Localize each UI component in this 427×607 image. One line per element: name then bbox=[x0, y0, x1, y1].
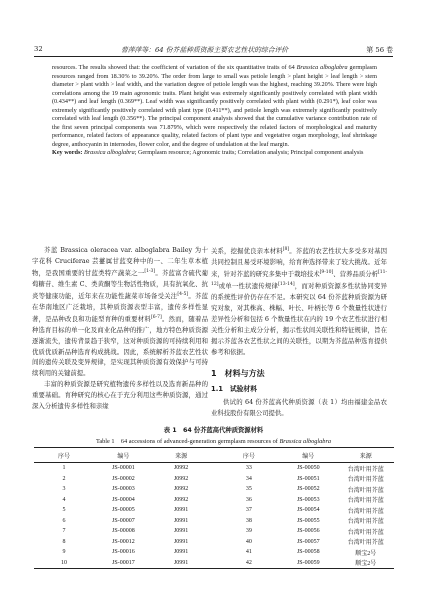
cell-code: JS-00003 bbox=[112, 486, 135, 493]
english-abstract bbox=[52, 64, 377, 158]
abstract-text-rest: germplasm resources ranged from 18.30% to 39.20%. The order from large to small was petiole length > plant height > leaf length > stem diameter > plant width > leaf width, and the variation degree of petiole length was the highest, reaching 39.20%. There were high correlations among the 19 main agronomic traits. Plant height was extremely significantly positively correlated with plant width (0.434**) and leaf length (0.369**). Leaf width was significantly positively correlated with plant width (0.291*), leaf color was extremely significantly positively correlated with plant type (0.411**), and petiole length was extremely significantly positively correlated with leaf length (0.356**). The principal component analysis showed that the cumulative variance contribution rate of the first seven principal components was 71.879%, which were respectively the related factors of morphological and maturity performance, related factors of appearance quality, related factors of plant type and vegetative organ morphology, leaf shrinkage degree, anthocyanin in internodes, flower color, and the degree of undulation at the leaf margin. bbox=[52, 64, 377, 148]
col-gap bbox=[209, 463, 218, 474]
cell-code: JS-00055 bbox=[296, 517, 320, 524]
citation: [1-3] bbox=[144, 268, 156, 274]
volume-label: 第 56 卷 bbox=[366, 46, 393, 54]
col-header-serial: 序号 bbox=[34, 448, 94, 463]
accessions-table bbox=[34, 447, 394, 569]
intro-text-c: 。芥蓝在华南地区广泛栽培，其种质资源表型丰富，遗传多样性显著，是品种改良和功能型育种的重要材料 bbox=[32, 291, 208, 323]
intro-species: 芥蓝 Brassica oleracea var. alboglabra bbox=[44, 246, 170, 254]
cell-code: JS-00001 bbox=[112, 465, 135, 472]
cell-code: JS-00016 bbox=[112, 549, 135, 556]
cell-source: J0991 bbox=[173, 538, 189, 545]
cell-serial: 1 bbox=[62, 465, 66, 472]
cell-serial: 40 bbox=[245, 538, 252, 545]
section-heading: 1 材料与方法 bbox=[211, 369, 265, 379]
keywords-text: ; Germplasm resource; Agronomic traits; Correlation analysis; Principal component analysis bbox=[134, 149, 364, 157]
citation: [11-12] bbox=[211, 269, 388, 287]
running-title: 曹萍萍等：64 份芥蓝种质资源主要农艺性状的综合评价 bbox=[120, 46, 289, 54]
col-header-code: 编号 bbox=[94, 448, 153, 463]
cell-source: 台湾叶用芥蓝 bbox=[347, 529, 384, 536]
cell-serial: 33 bbox=[245, 465, 252, 472]
intro-text-d: 。然而，随着品种选育目标的单一化及商业化品种的推广，地方特色种质资源逐渐流失，遗传背景趋于狭窄，这对种质资源的可持续利用和优质优质新品种选育构成挑战。因此，系统解析芥蓝农艺性状间的遗传关联及变异规律，是实现其种质资源有效保护与可持续利用的关键前提。 bbox=[32, 314, 208, 378]
cell-serial: 37 bbox=[245, 507, 252, 514]
page-header bbox=[34, 43, 393, 55]
cell-source: J0992 bbox=[173, 465, 189, 472]
col-header-source: 来源 bbox=[338, 448, 394, 463]
cell-serial: 9 bbox=[62, 549, 66, 556]
cell-source: 台湾叶用芥蓝 bbox=[347, 487, 384, 494]
table-row bbox=[34, 463, 394, 474]
cell-serial: 34 bbox=[245, 475, 252, 482]
cell-serial: 35 bbox=[245, 486, 252, 493]
table-body bbox=[34, 463, 394, 569]
cell-source: 台湾叶用芥蓝 bbox=[347, 540, 384, 547]
cell-code: JS-00008 bbox=[112, 528, 135, 535]
caption-en-species: Brassica alboglabra bbox=[279, 438, 332, 445]
citation: [9-10] bbox=[319, 269, 334, 275]
cell-source: J0991 bbox=[153, 558, 210, 569]
intro-text-e: 关系，挖掘优良亲本材料 bbox=[211, 247, 283, 256]
subsection-heading: 1.1 试验材料 bbox=[211, 385, 258, 394]
right-column bbox=[211, 245, 387, 419]
cell-source: 顺宝2号 bbox=[338, 558, 394, 569]
cell-source: J0991 bbox=[173, 528, 189, 535]
col-header-code: 编号 bbox=[279, 448, 338, 463]
cell-serial: 2 bbox=[62, 475, 66, 482]
page-number: 32 bbox=[34, 45, 43, 53]
intro-paragraph-2: 丰富的种质资源是研究植物遗传多样性以及选育新品种的重要基础。育种研究的核心在于充分利用这些种质资源，通过深入分析遗传多样性和亲缘 bbox=[32, 380, 208, 411]
intro-text-g: 、营养品质分析 bbox=[333, 270, 378, 279]
keywords-label: Key words: bbox=[52, 149, 84, 157]
cell-serial: 7 bbox=[62, 528, 66, 535]
cell-source: J0992 bbox=[173, 475, 189, 482]
col-gap bbox=[209, 474, 218, 485]
cell-code: JS-00050 bbox=[296, 465, 320, 472]
abstract-text-start: resources. The results showed that: the coefficient of variation of the six quantitative traits of 64 bbox=[52, 64, 297, 71]
cell-source: 顺宝2号 bbox=[355, 550, 377, 557]
table-row bbox=[34, 495, 394, 506]
cell-source: 台湾叶用芥蓝 bbox=[347, 498, 384, 505]
cell-code: JS-00054 bbox=[296, 507, 320, 514]
cell-source: J0991 bbox=[173, 507, 189, 514]
cell-serial: 39 bbox=[245, 528, 252, 535]
table-caption-chinese: 表 1 64 份芥蓝高代种质资源材料 bbox=[163, 427, 264, 434]
cell-code: JS-00059 bbox=[279, 558, 338, 569]
col-header-serial: 序号 bbox=[219, 448, 279, 463]
table-row bbox=[34, 558, 394, 569]
caption-en-text: Table 1 64 accessions of advanced-generation germplasm resources of bbox=[95, 438, 280, 445]
cell-serial: 42 bbox=[219, 558, 279, 569]
cell-serial: 8 bbox=[62, 538, 66, 545]
col-gap bbox=[209, 547, 218, 558]
keywords-species: Brassica alboglabra bbox=[83, 149, 135, 157]
abstract-body bbox=[52, 64, 377, 149]
cell-source: 台湾叶用芥蓝 bbox=[347, 508, 384, 515]
cell-code: JS-00051 bbox=[296, 475, 320, 482]
header-rule bbox=[34, 56, 393, 57]
col-gap bbox=[209, 516, 218, 527]
cell-code: JS-00056 bbox=[296, 528, 320, 535]
table-row bbox=[34, 516, 394, 527]
cell-source: J0992 bbox=[173, 486, 189, 493]
cell-serial: 6 bbox=[62, 517, 66, 524]
citation: [13-14] bbox=[278, 281, 295, 287]
citation: [8] bbox=[282, 247, 290, 252]
cell-serial: 5 bbox=[62, 507, 66, 514]
cell-source: 台湾叶用芥蓝 bbox=[347, 477, 384, 484]
col-gap bbox=[209, 526, 218, 537]
cell-code: JS-00058 bbox=[296, 549, 320, 556]
cell-serial: 4 bbox=[62, 496, 66, 503]
intro-text-h: 或单一性状遗传规律 bbox=[218, 282, 279, 291]
col-gap bbox=[209, 484, 218, 495]
cell-serial: 10 bbox=[34, 558, 94, 569]
table-row bbox=[34, 526, 394, 537]
cell-serial: 38 bbox=[245, 517, 252, 524]
table-header-row bbox=[34, 448, 394, 463]
cell-code: JS-00002 bbox=[112, 475, 135, 482]
intro-text-i: ，而对种质资源多性状协同变异的系统性评价仍存在不足。本研究以 64 份芥蓝种质资源为研究对象，对其株高、株幅、叶长、叶柄长等 6 个数量性状进行差异性分析和包括 6 个数量性状在内的 19 个农艺性状进行相关性分析和主成分分析，揭示性状间关联性和特征规律，旨在揭示芥蓝各农艺性状之间的关联性，以期为芥蓝品种选育提供参考和依据。 bbox=[211, 282, 388, 356]
cell-code: JS-00012 bbox=[112, 538, 135, 545]
cell-code: JS-00004 bbox=[112, 496, 135, 503]
cell-code: JS-00017 bbox=[94, 558, 153, 569]
cell-serial: 3 bbox=[62, 486, 66, 493]
table-row bbox=[34, 505, 394, 516]
cell-serial: 36 bbox=[245, 496, 252, 503]
table-row bbox=[34, 474, 394, 485]
col-gap bbox=[209, 537, 218, 548]
intro-text-b: 。芥蓝富含硫代葡萄糖苷、维生素 C、类黄酮等生物活性物质，具有抗氧化、抗炎等健康功能，近年来在功能性蔬菜市场备受关注 bbox=[32, 268, 208, 300]
cell-source: J0991 bbox=[173, 549, 189, 556]
table-row bbox=[34, 484, 394, 495]
table-caption-english bbox=[0, 436, 427, 445]
intro-paragraph-3 bbox=[211, 245, 387, 357]
table-row bbox=[34, 547, 394, 558]
cell-source: J0991 bbox=[173, 517, 189, 524]
intro-text-a: Bailey 为十字花科 Cruciferae 芸薹属甘蓝变种中的一、二年生草本植物，是我国重要的甘蓝类特产蔬菜之一 bbox=[32, 246, 208, 277]
col-gap bbox=[209, 558, 218, 569]
keywords-line bbox=[52, 149, 377, 158]
cell-code: JS-00052 bbox=[296, 486, 320, 493]
table-row bbox=[34, 537, 394, 548]
cell-code: JS-00053 bbox=[296, 496, 320, 503]
citation: [4-5] bbox=[177, 291, 189, 297]
abstract-species: Brassica alboglabra bbox=[296, 64, 348, 71]
cell-code: JS-00005 bbox=[112, 507, 135, 514]
col-gap bbox=[209, 448, 218, 463]
intro-paragraph-1 bbox=[32, 245, 208, 379]
cell-source: 台湾叶用芥蓝 bbox=[347, 519, 384, 526]
cell-code: JS-00057 bbox=[296, 538, 320, 545]
col-gap bbox=[209, 495, 218, 506]
left-column bbox=[32, 245, 208, 412]
cell-code: JS-00007 bbox=[112, 517, 135, 524]
cell-source: 台湾叶用芥蓝 bbox=[347, 466, 384, 473]
col-gap bbox=[209, 505, 218, 516]
materials-paragraph: 供试的 64 份芥蓝高代种质资源（表 1）均由福建金品农业科技股份有限公司提供。 bbox=[211, 398, 387, 418]
cell-source: J0992 bbox=[173, 496, 189, 503]
col-header-source: 来源 bbox=[153, 448, 210, 463]
cell-serial: 41 bbox=[245, 549, 252, 556]
citation: [6-7] bbox=[150, 314, 162, 320]
intro-text-f: 。芥蓝的农艺性状大多受多对基因共同控制且易受环境影响，给育种选择带来了较大挑战。近年来，针对芥蓝的研究多集中于栽培技术 bbox=[211, 247, 388, 279]
